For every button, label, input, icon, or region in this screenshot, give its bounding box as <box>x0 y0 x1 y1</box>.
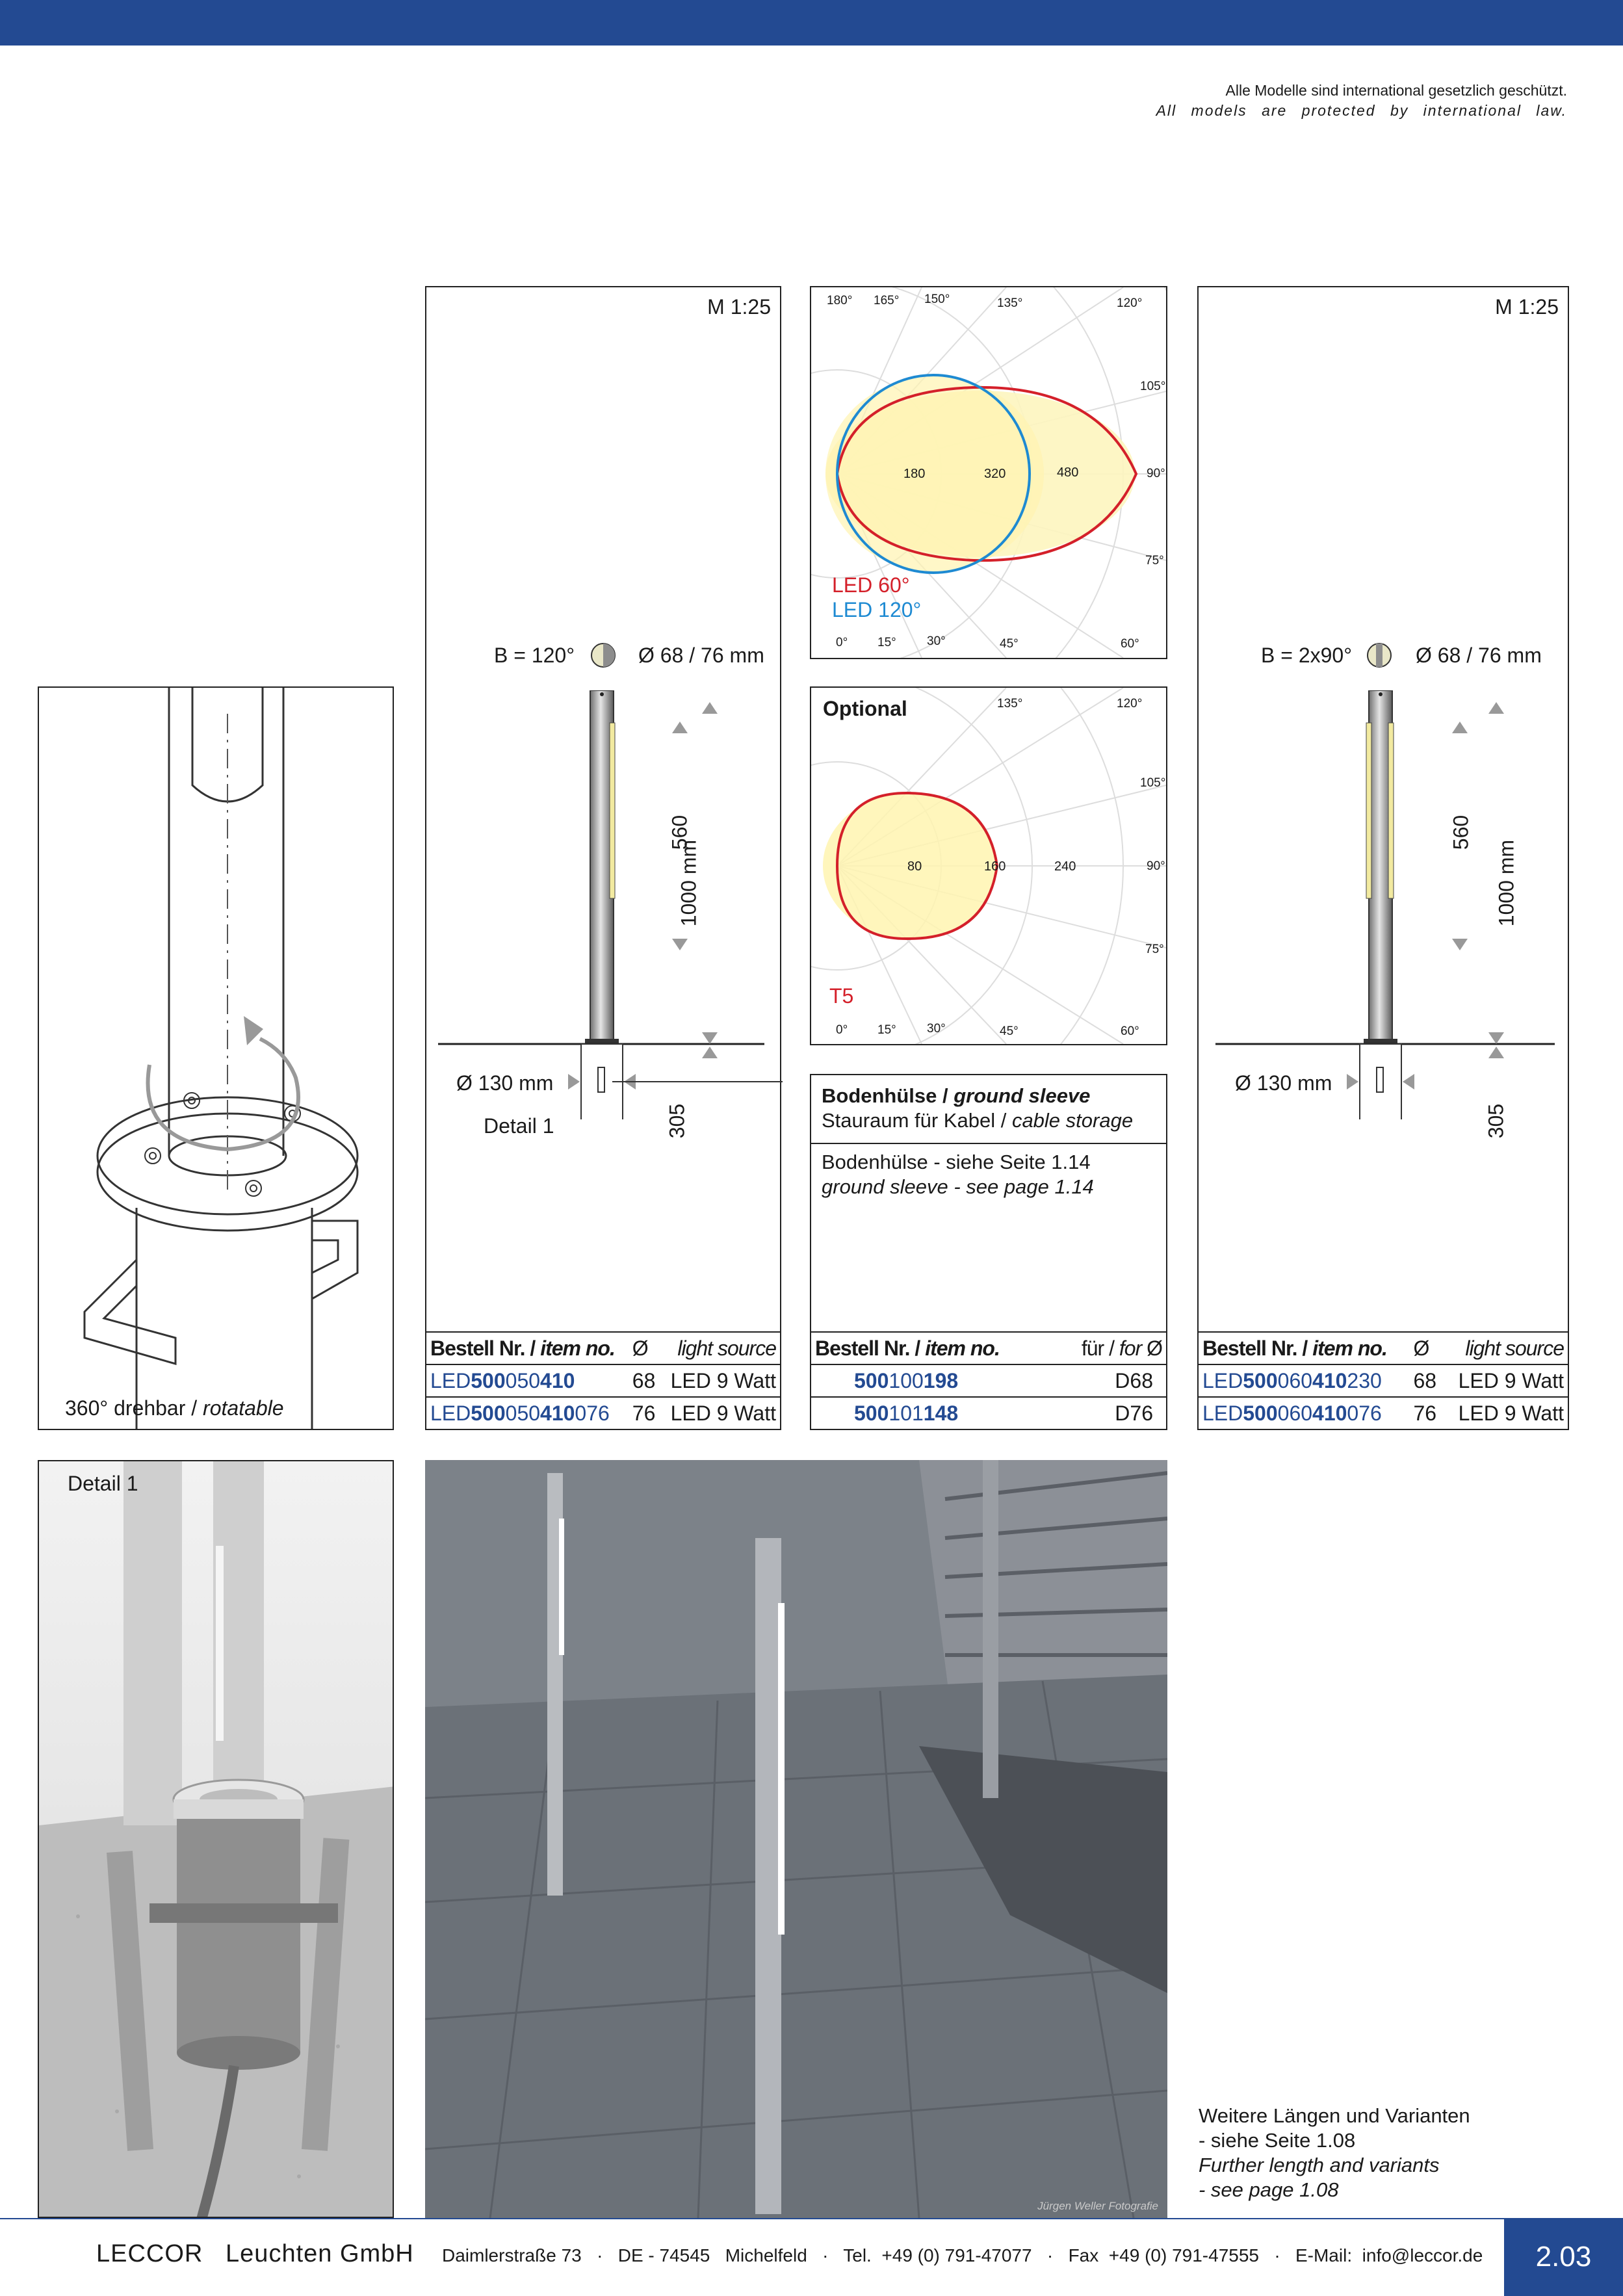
page-number: 2.03 <box>1504 2218 1623 2296</box>
angle-0: 0° <box>836 1023 848 1037</box>
company-address: Daimlerstraße 73 · DE - 74545 Michelfeld · Tel. +49 (0) 791-47077 · Fax +49 (0) 791-47555 · E-Mail: info@leccor.de <box>442 2245 1483 2265</box>
sleeve-ref-en: ground sleeve - see page 1.14 <box>822 1175 1094 1198</box>
order-header-row: Bestell Nr. / item no. Ø light source <box>1199 1332 1568 1364</box>
right-product-panel <box>1197 286 1569 1430</box>
radial-320: 320 <box>984 467 1006 481</box>
beam-angle: B = 2x90° <box>1261 644 1352 667</box>
legend-t5: T5 <box>829 984 854 1008</box>
sleeve-diameter: Ø 130 mm <box>1235 1071 1332 1095</box>
angle-30: 30° <box>927 634 946 648</box>
note-line-2: - siehe Seite 1.08 <box>1199 2129 1356 2152</box>
table-row: 500100198 D68 <box>811 1364 1166 1397</box>
total-height: 1000 mm <box>1494 839 1518 927</box>
detail-1-render <box>39 1461 394 2218</box>
angle-105: 105° <box>1140 776 1166 790</box>
detail-1-panel <box>38 1460 394 2218</box>
photo-credit: Jürgen Weller Fotografie <box>1037 2200 1158 2212</box>
note-line-1: Weitere Längen und Varianten <box>1199 2104 1470 2127</box>
table-row: LED500060410076 76 LED 9 Watt <box>1199 1397 1568 1429</box>
angle-60: 60° <box>1121 637 1139 651</box>
radial-240: 240 <box>1054 859 1076 874</box>
installation-photo <box>425 1460 1167 2218</box>
sleeve-title: Bodenhülse / ground sleeve <box>822 1084 1091 1107</box>
variants-note <box>1199 2104 1470 2202</box>
angle-180: 180° <box>827 294 853 307</box>
pole-drawing <box>426 690 783 1119</box>
table-row: LED500050410 68 LED 9 Watt <box>426 1364 780 1397</box>
sleeve-subtitle: Stauraum für Kabel / cable storage <box>822 1109 1134 1132</box>
note-line-4: - see page 1.08 <box>1199 2178 1339 2201</box>
rotatable-drawing <box>39 688 394 1430</box>
order-header-row: Bestell Nr. / item no. für / for Ø <box>811 1332 1166 1364</box>
angle-0: 0° <box>836 636 848 649</box>
sleeve-ref-de: Bodenhülse - siehe Seite 1.14 <box>822 1151 1091 1173</box>
note-line-3: Further length and variants <box>1199 2154 1440 2176</box>
angle-135: 135° <box>997 296 1023 310</box>
detail-1-label: Detail 1 <box>68 1472 138 1495</box>
angle-15: 15° <box>877 1023 896 1037</box>
photo-scene <box>425 1460 1167 2218</box>
table-row: 500101148 D76 <box>811 1397 1166 1429</box>
angle-45: 45° <box>1000 637 1019 651</box>
polar-diagram-t5 <box>810 686 1167 1045</box>
legal-de: Alle Modelle sind international gesetzlich geschützt. <box>1225 82 1567 99</box>
top-color-bar <box>0 0 1623 46</box>
legend-led-60: LED 60° <box>832 573 910 597</box>
angle-90: 90° <box>1147 467 1165 480</box>
company-name: LECCOR Leuchten GmbH <box>96 2240 414 2267</box>
footer-divider <box>0 2218 1623 2219</box>
angle-120: 120° <box>1117 697 1143 711</box>
light-length: 560 <box>668 815 692 850</box>
table-row: LED500050410076 76 LED 9 Watt <box>426 1397 780 1429</box>
beam-120-icon <box>590 642 616 668</box>
angle-150: 150° <box>924 293 950 306</box>
legal-en: All models are protected by international law. <box>1156 102 1567 119</box>
angle-30: 30° <box>927 1022 946 1036</box>
ground-sleeve-panel <box>810 1074 1167 1430</box>
rotatable-caption: 360° drehbar / rotatable <box>65 1396 284 1420</box>
rotatable-detail-panel <box>38 686 394 1430</box>
beam-2x90-icon <box>1366 642 1392 668</box>
angle-105: 105° <box>1140 380 1166 393</box>
pole-diameter: Ø 68 / 76 mm <box>1416 644 1542 667</box>
sleeve-depth: 305 <box>665 1103 689 1139</box>
left-product-panel <box>425 286 781 1430</box>
divider <box>811 1143 1166 1144</box>
pole-diameter: Ø 68 / 76 mm <box>638 644 764 667</box>
radial-80: 80 <box>907 859 922 874</box>
sleeve-diameter: Ø 130 mm <box>456 1071 554 1095</box>
beam-angle: B = 120° <box>494 644 575 667</box>
sleeve-depth: 305 <box>1484 1103 1508 1139</box>
radial-160: 160 <box>984 859 1006 874</box>
angle-75: 75° <box>1145 943 1164 956</box>
polar-diagram-led <box>810 286 1167 659</box>
radial-180: 180 <box>903 467 926 481</box>
scale-label: M 1:25 <box>1495 295 1559 319</box>
angle-60: 60° <box>1121 1024 1139 1038</box>
angle-45: 45° <box>1000 1024 1019 1038</box>
angle-165: 165° <box>874 294 900 307</box>
order-header-row: Bestell Nr. / item no. Ø light source <box>426 1332 780 1364</box>
legend-led-120: LED 120° <box>832 598 922 621</box>
legal-notice <box>1112 81 1567 121</box>
sleeve-order-table <box>811 1331 1166 1429</box>
detail-reference: Detail 1 <box>484 1114 554 1138</box>
total-height: 1000 mm <box>677 839 701 927</box>
right-order-table <box>1199 1331 1568 1429</box>
table-row: LED500060410230 68 LED 9 Watt <box>1199 1364 1568 1397</box>
optional-title: Optional <box>823 697 907 720</box>
angle-90: 90° <box>1147 859 1165 873</box>
radial-480: 480 <box>1057 465 1079 480</box>
angle-135: 135° <box>997 697 1023 711</box>
angle-75: 75° <box>1145 554 1164 567</box>
scale-label: M 1:25 <box>707 295 771 319</box>
angle-120: 120° <box>1117 296 1143 310</box>
angle-15: 15° <box>877 636 896 649</box>
left-order-table <box>426 1331 780 1429</box>
light-length: 560 <box>1449 815 1473 850</box>
